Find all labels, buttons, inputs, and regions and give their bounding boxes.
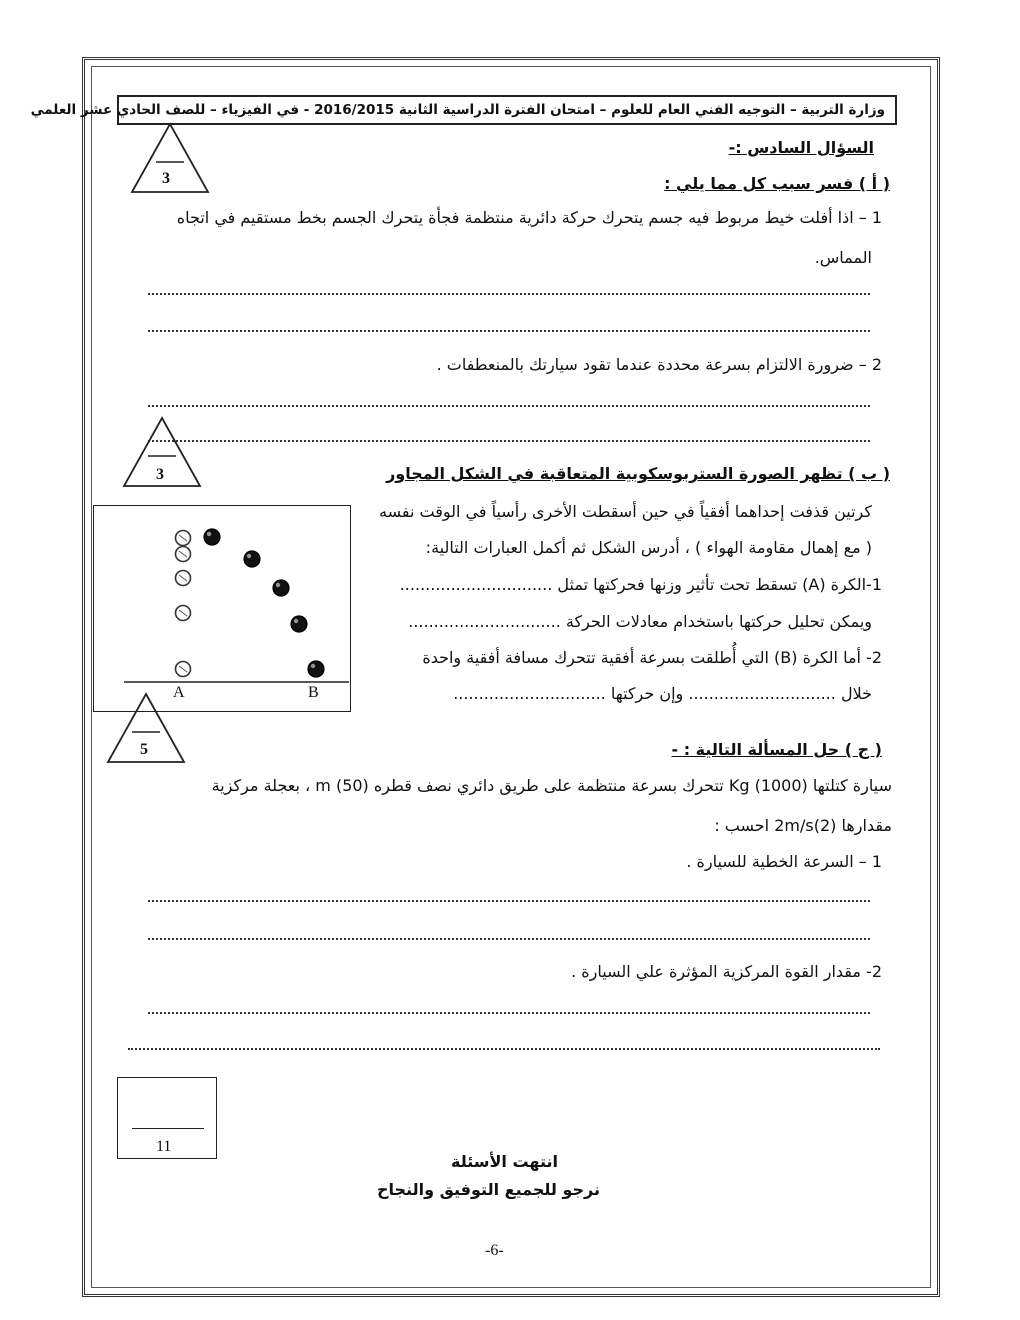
part-c-item1: 1 – السرعة الخطية للسيارة . <box>686 852 882 871</box>
marks-b: 3 <box>156 466 164 483</box>
answer-line <box>148 405 870 407</box>
ball-b <box>291 616 307 632</box>
part-a-title: ( أ ) فسر سبب كل مما يلي : <box>664 174 890 193</box>
ball-b <box>244 551 260 567</box>
ball-a-images <box>176 531 191 677</box>
part-b-item2-line1: 2- أما الكرة (B) التي أُطلقت بسرعة أفقية تتحرك مسافة أفقية واحدة <box>422 648 882 667</box>
ball-b <box>273 580 289 596</box>
answer-line <box>148 1012 870 1014</box>
part-a-item1-line1: 1 – اذا أفلت خيط مربوط فيه جسم يتحرك حركة دائرية منتظمة فجأة يتحرك الجسم بخط مستقيم في اتجاه <box>176 208 882 227</box>
end-of-questions: انتهت الأسئلة <box>451 1152 558 1171</box>
marks-triangle-c <box>106 692 186 768</box>
part-c-title: ( ج ) حل المسألة التالية : - <box>671 740 882 759</box>
part-c-item2: 2- مقدار القوة المركزية المؤثرة علي السيارة . <box>571 962 882 981</box>
part-a-item1-line2: المماس. <box>814 248 872 267</box>
part-a-item2: 2 – ضرورة الالتزام بسرعة محددة عندما تقود سيارتك بالمنعطفات . <box>436 355 882 374</box>
ball-b <box>308 661 324 677</box>
answer-line <box>148 330 870 332</box>
answer-line <box>148 293 870 295</box>
marks-triangle-a <box>130 122 210 198</box>
part-b-item1-line1: 1-الكرة (A) تسقط تحت تأثير وزنها فحركتها تمثل .............................. <box>399 575 882 594</box>
score-divider <box>132 1128 204 1129</box>
part-c-line1: سيارة كتلتها Kg (1000) تتحرك بسرعة منتظمة على طريق دائري نصف قطره m (50) ، بعجلة مركزية <box>211 776 892 795</box>
part-b-title: ( ب ) تظهر الصورة الستربوسكوبية المتعاقبة في الشكل المجاور <box>386 464 890 483</box>
ball-b-images <box>204 529 324 677</box>
answer-line <box>148 938 870 940</box>
total-score-box <box>117 1077 217 1159</box>
figure-label-a: A <box>173 684 185 701</box>
stroboscopic-diagram <box>94 506 349 710</box>
part-b-line1: كرتين قذفت إحداهما أفقياً في حين أسقطت الأخرى رأسياً في الوقت نفسه <box>379 502 872 521</box>
answer-line <box>128 1048 880 1050</box>
part-c-line2: مقدارها 2m/s(2) احسب : <box>714 816 892 835</box>
figure-label-b: B <box>308 684 319 701</box>
marks-a: 3 <box>162 170 170 187</box>
part-b-item1-line2: ويمكن تحليل حركتها باستخدام معادلات الحركة .............................. <box>408 612 872 631</box>
stroboscopic-figure <box>93 505 351 712</box>
marks-c: 5 <box>140 741 148 758</box>
exam-header: وزارة التربية – التوجيه الفني العام للعلوم – امتحان الفترة الدراسية الثانية 2016/2015 - في الفيزياء – للصف الحادي عشر العلمي <box>117 95 897 125</box>
question-six-title: السؤال السادس :- <box>728 138 874 157</box>
part-b-line2: ( مع إهمال مقاومة الهواء ) ، أدرس الشكل ثم أكمل العبارات التالية: <box>425 538 872 557</box>
answer-line <box>148 900 870 902</box>
part-b-item2-line2: خلال ............................. وإن حركتها .............................. <box>453 684 872 703</box>
marks-triangle-b <box>122 416 202 492</box>
total-score: 11 <box>156 1138 172 1155</box>
closing-wish: نرجو للجميع التوفيق والنجاح <box>376 1180 600 1199</box>
ball-b <box>204 529 220 545</box>
page-number: -6- <box>485 1242 504 1259</box>
answer-line <box>148 440 870 442</box>
